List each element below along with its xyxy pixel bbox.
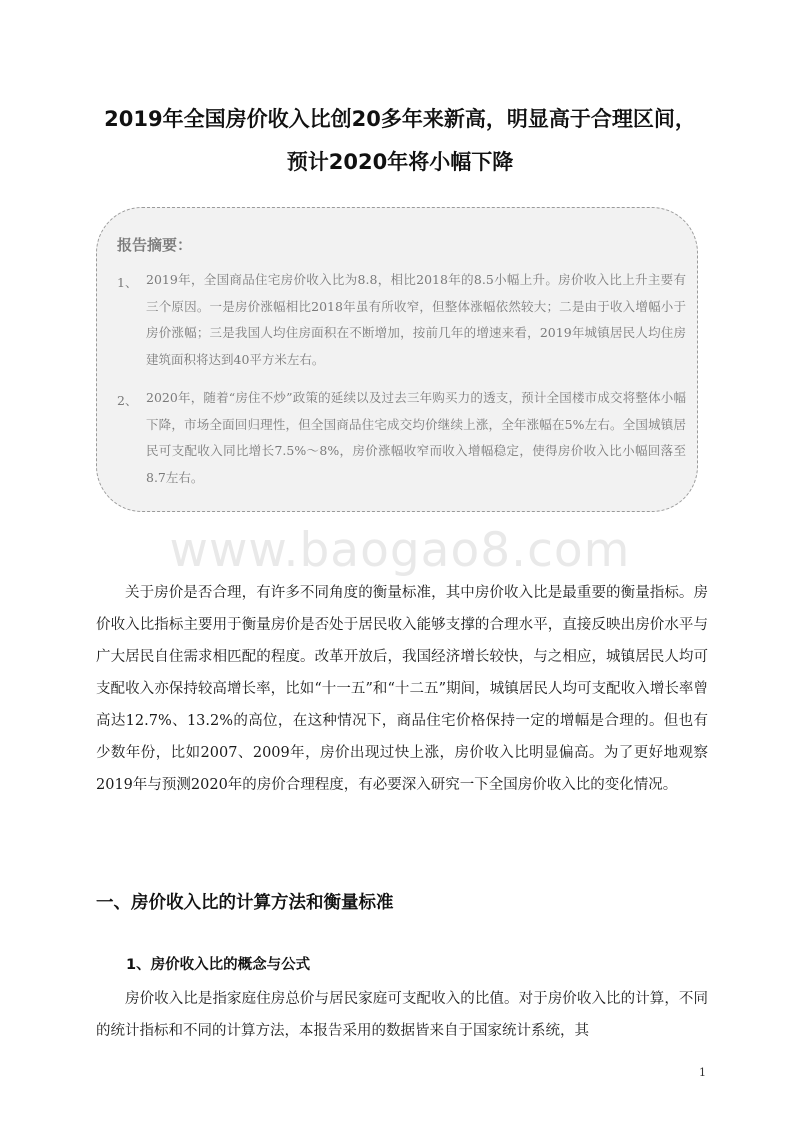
subsection-heading: 1、房价收入比的概念与公式	[126, 957, 311, 973]
summary-item-text: 2020年，随着“房住不炒”政策的延续以及过去三年购买力的透支，预计全国楼市成交将整体小幅下降，市场全面回归理性，但全国商品住宅成交均价继续上涨，全年涨幅在5%左右。全国城镇居民可支配收入同比增长7.5%～8%，房价涨幅收窄而收入增幅稳定，使得房价收入比小幅回落至8.7左右。	[146, 390, 686, 485]
summary-item-text: 2019年，全国商品住宅房价收入比为8.8，相比2018年的8.5小幅上升。房价收入比上升主要有三个原因。一是房价涨幅相比2018年虽有所收窄，但整体涨幅依然较大；二是由于收入增幅小于房价涨幅；三是我国人均住房面积在不断增加，按前几年的增速来看，2019年城镇居民人均住房建筑面积将达到40平方米左右。	[146, 272, 686, 367]
document-title-line-2: 预计2020年将小幅下降	[286, 150, 514, 174]
watermark: www.baogao8.com	[169, 523, 631, 578]
summary-item-number: 2、	[117, 393, 138, 408]
intro-paragraph: 关于房价是否合理，有许多不同角度的衡量标准，其中房价收入比是最重要的衡量指标。房价收入比指标主要用于衡量房价是否处于居民收入能够支撑的合理水平，直接反映出房价水平与广大居民自住需求相匹配的程度。改革开放后，我国经济增长较快，与之相应，城镇居民人均可支配收入亦保持较高增长率，比如“十一五”和“十二五”期间，城镇居民人均可支配收入增长率曾高达12.7%、13.2%的高位，在这种情况下，商品住宅价格保持一定的增幅是合理的。但也有少数年份，比如2007、2009年，房价出现过快上涨，房价收入比明显偏高。为了更好地观察2019年与预测2020年的房价合理程度，有必要深入研究一下全国房价收入比的变化情况。	[96, 585, 708, 793]
summary-heading: 报告摘要：	[117, 236, 193, 254]
document-title-line-1: 2019年全国房价收入比创20多年来新高，明显高于合理区间，	[104, 107, 696, 131]
section-heading: 一、房价收入比的计算方法和衡量标准	[96, 893, 394, 913]
section-paragraph: 房价收入比是指家庭住房总价与居民家庭可支配收入的比值。对于房价收入比的计算，不同的统计指标和不同的计算方法，本报告采用的数据皆来自于国家统计系统，其	[96, 991, 708, 1039]
summary-item-number: 1、	[117, 275, 138, 290]
page-number: 1	[699, 1066, 706, 1079]
